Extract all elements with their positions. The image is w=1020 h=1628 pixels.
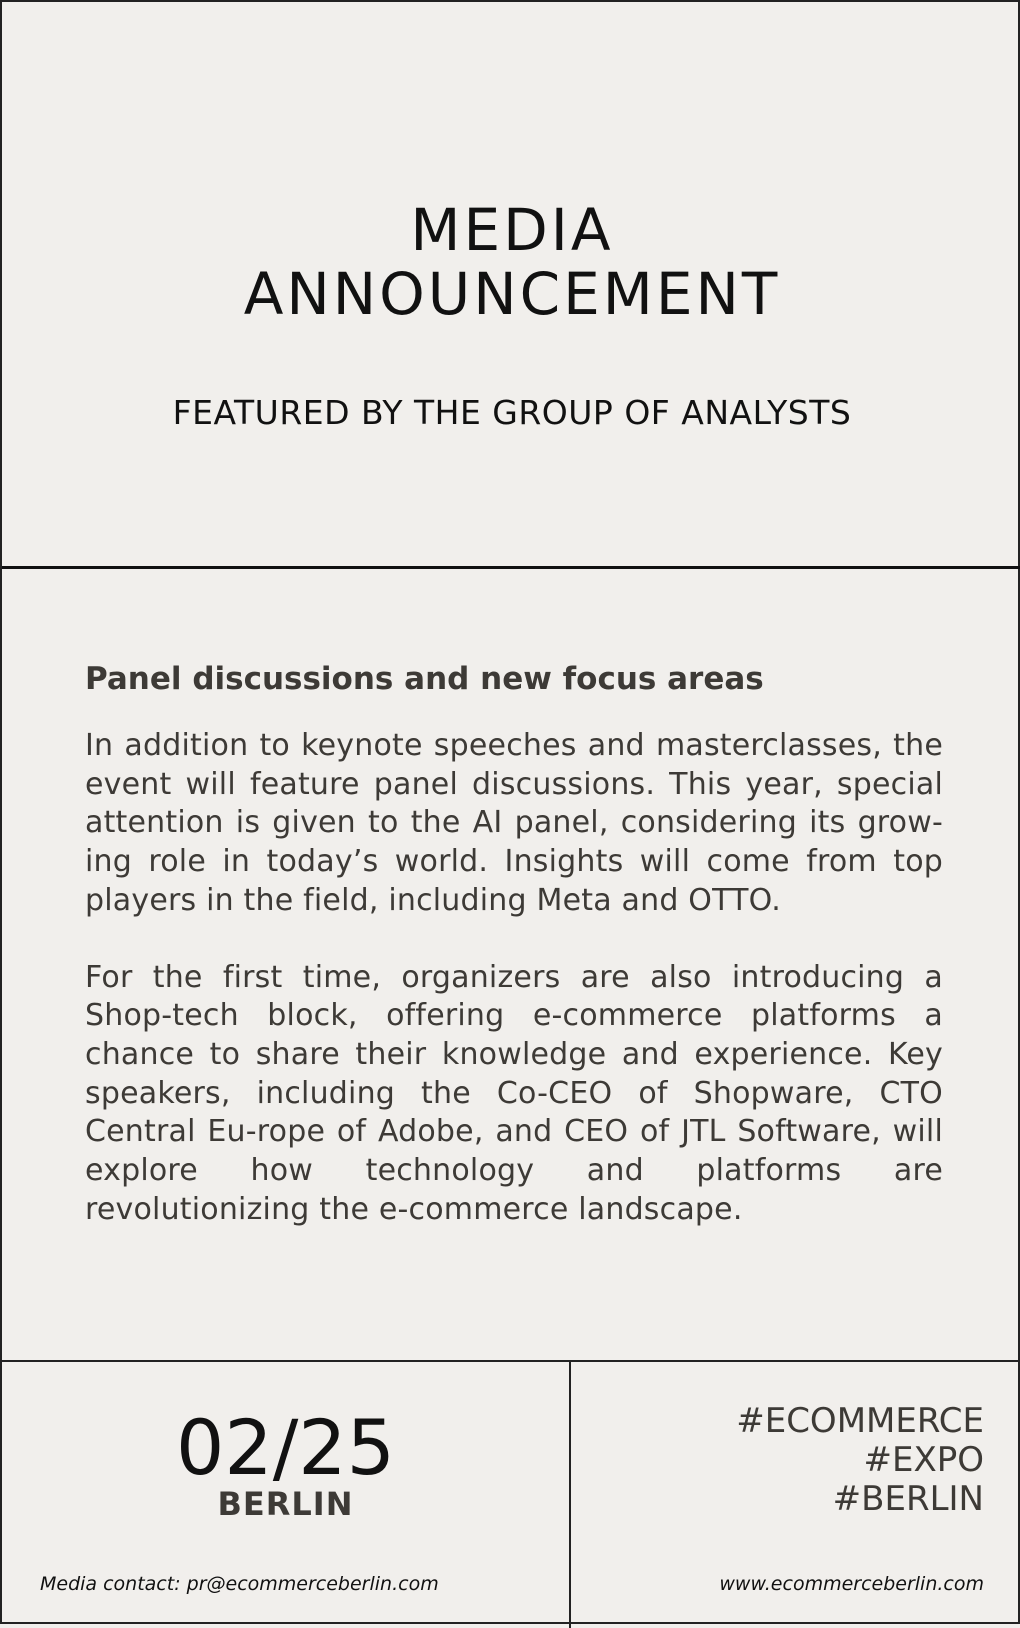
hashtag-ecommerce: #ECOMMERCE bbox=[736, 1401, 984, 1441]
article-body bbox=[85, 657, 943, 1267]
hashtag-expo: #EXPO bbox=[863, 1440, 984, 1480]
page-title bbox=[2, 198, 1020, 326]
page-subtitle: FEATURED BY THE GROUP OF ANALYSTS bbox=[172, 393, 852, 432]
event-city: BERLIN bbox=[217, 1485, 354, 1523]
website-link[interactable]: www.ecommerceberlin.com bbox=[719, 1573, 984, 1595]
footer-divider bbox=[569, 1362, 571, 1628]
section-heading: Panel discussions and new focus areas bbox=[85, 661, 764, 697]
media-contact: Media contact: pr@ecommerceberlin.com bbox=[40, 1573, 439, 1595]
paragraph-1: In addition to keynote speeches and masterclasses, the event will feature panel discussions. This year, special attention is given to the AI panel, considering its grow-ing role in today’s world. Insights will come from top players in the field, including Meta and OTTO. bbox=[85, 728, 943, 918]
title-line-2: ANNOUNCEMENT bbox=[243, 260, 781, 328]
event-date: 02/25 bbox=[175, 1403, 396, 1492]
footer-section bbox=[2, 1360, 1020, 1626]
title-line-1: MEDIA bbox=[410, 196, 614, 264]
hashtag-list bbox=[736, 1402, 984, 1519]
hashtag-berlin: #BERLIN bbox=[832, 1479, 984, 1519]
header-section bbox=[2, 2, 1020, 569]
paragraph-2: For the first time, organizers are also introducing a Shop-tech block, offering e-commerce platforms a chance to share their knowledge and experience. Key speakers, including the Co-CEO of Shopware, CTO Central Eu-rope of Adobe, and CEO of JTL Software, will explore how technology and platforms are revolutionizing the e-commerce landscape. bbox=[85, 959, 943, 1227]
